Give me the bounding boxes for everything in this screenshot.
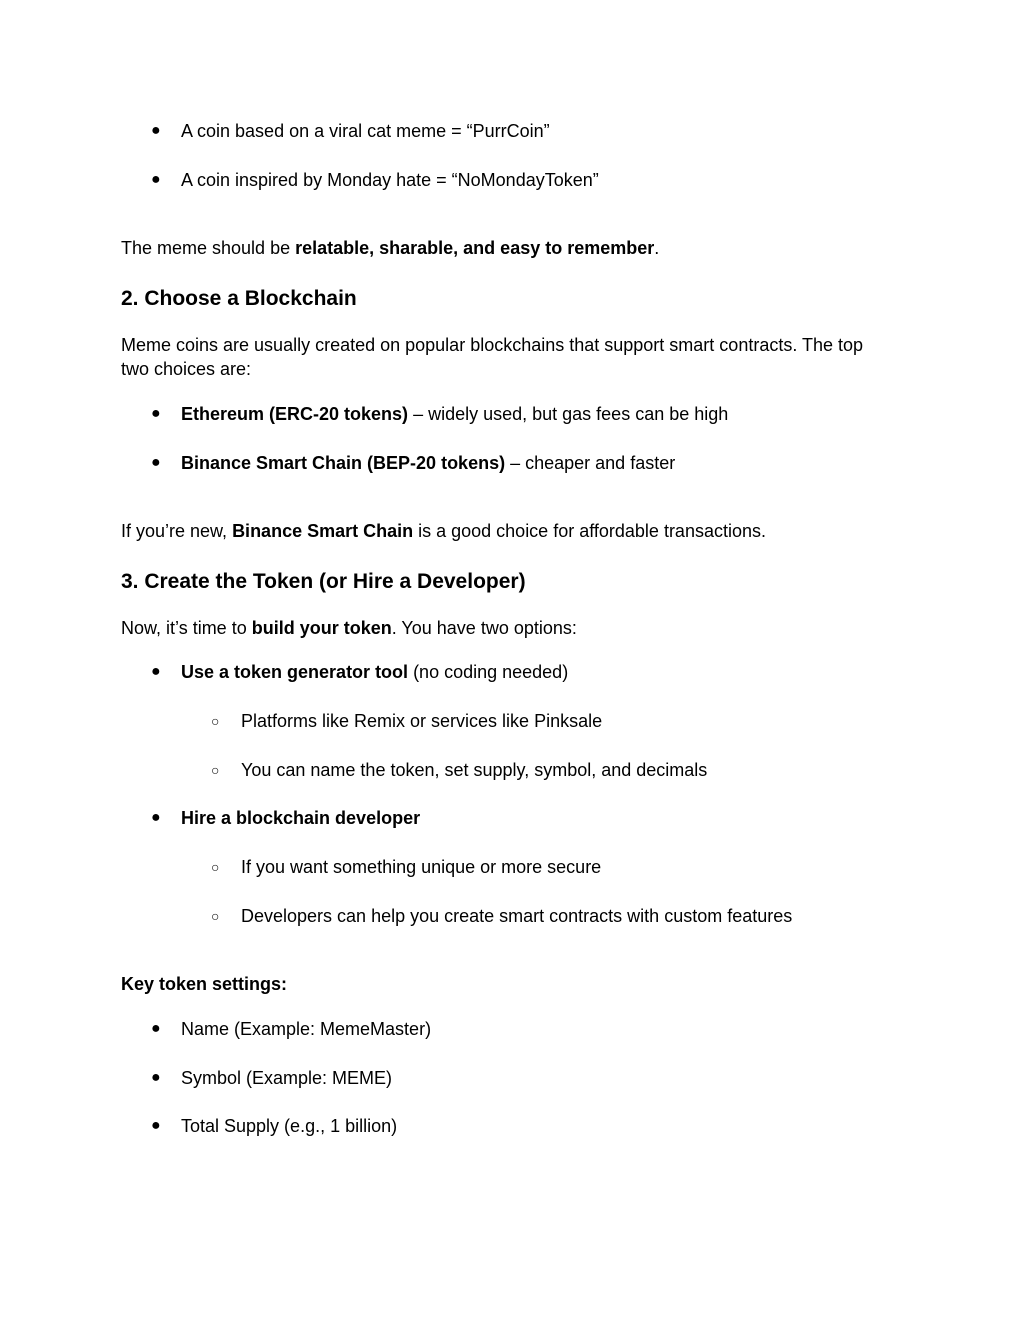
option2-sub-2: Developers can help you create smart contracts with custom features <box>241 906 793 926</box>
sub-bullet-glyph: ○ <box>211 713 220 729</box>
bullet-glyph: ● <box>151 1020 161 1037</box>
section2-para-line2: two choices are: <box>121 359 252 379</box>
option2-label: Hire a blockchain developer <box>181 808 421 828</box>
intro-bold: build your token <box>251 618 392 638</box>
option1-desc: (no coding needed) <box>408 662 569 682</box>
intro-bullet-2: A coin inspired by Monday hate = “NoMondayToken” <box>181 170 599 190</box>
bullet-glyph: ● <box>151 405 161 422</box>
bullet-glyph: ● <box>151 1117 161 1134</box>
bullet-glyph: ● <box>151 1069 161 1086</box>
tip-bold: Binance Smart Chain <box>232 521 414 541</box>
tip-pre: If you’re new, <box>121 521 233 541</box>
bullet-glyph: ● <box>151 122 161 139</box>
tip-post: is a good choice for affordable transactions. <box>413 521 766 541</box>
key-setting-name: Name (Example: MemeMaster) <box>181 1019 432 1039</box>
key-setting-symbol: Symbol (Example: MEME) <box>181 1068 393 1088</box>
option2-sub-1: If you want something unique or more secure <box>241 857 602 877</box>
option1-sub-1: Platforms like Remix or services like Pinksale <box>241 711 603 731</box>
sub-bullet-glyph: ○ <box>211 859 220 875</box>
meme-para-pre: The meme should be <box>121 238 296 258</box>
intro-pre: Now, it’s time to <box>121 618 252 638</box>
bsc-desc: – cheaper and faster <box>505 453 676 473</box>
meme-para-bold: relatable, sharable, and easy to remember <box>295 238 655 258</box>
ethereum-label: Ethereum (ERC-20 tokens) <box>181 404 409 424</box>
intro-post: . You have two options: <box>391 618 577 638</box>
key-setting-supply: Total Supply (e.g., 1 billion) <box>181 1116 398 1136</box>
section3-intro <box>121 616 577 640</box>
option-hire-developer <box>181 806 420 830</box>
meme-paragraph <box>121 236 659 260</box>
meme-para-post: . <box>654 238 660 258</box>
key-settings-heading: Key token settings: <box>121 974 288 994</box>
section2-heading: 2. Choose a Blockchain <box>121 287 357 310</box>
bullet-glyph: ● <box>151 663 161 680</box>
bullet-glyph: ● <box>151 454 161 471</box>
section2-tip <box>121 519 766 543</box>
bsc-label: Binance Smart Chain (BEP-20 tokens) <box>181 453 506 473</box>
bullet-glyph: ● <box>151 809 161 826</box>
option1-sub-2: You can name the token, set supply, symbol, and decimals <box>241 760 708 780</box>
section2-para-line1: Meme coins are usually created on popular blockchains that support smart contracts. The top <box>121 335 864 355</box>
bullet-glyph: ● <box>151 171 161 188</box>
sub-bullet-glyph: ○ <box>211 908 220 924</box>
option1-label: Use a token generator tool <box>181 662 409 682</box>
intro-bullet-1: A coin based on a viral cat meme = “PurrCoin” <box>181 121 550 141</box>
section3-heading: 3. Create the Token (or Hire a Developer) <box>121 570 526 593</box>
sub-bullet-glyph: ○ <box>211 762 220 778</box>
option-token-generator <box>181 660 568 684</box>
blockchain-option-ethereum <box>181 402 728 426</box>
ethereum-desc: – widely used, but gas fees can be high <box>408 404 729 424</box>
blockchain-option-bsc <box>181 451 675 475</box>
